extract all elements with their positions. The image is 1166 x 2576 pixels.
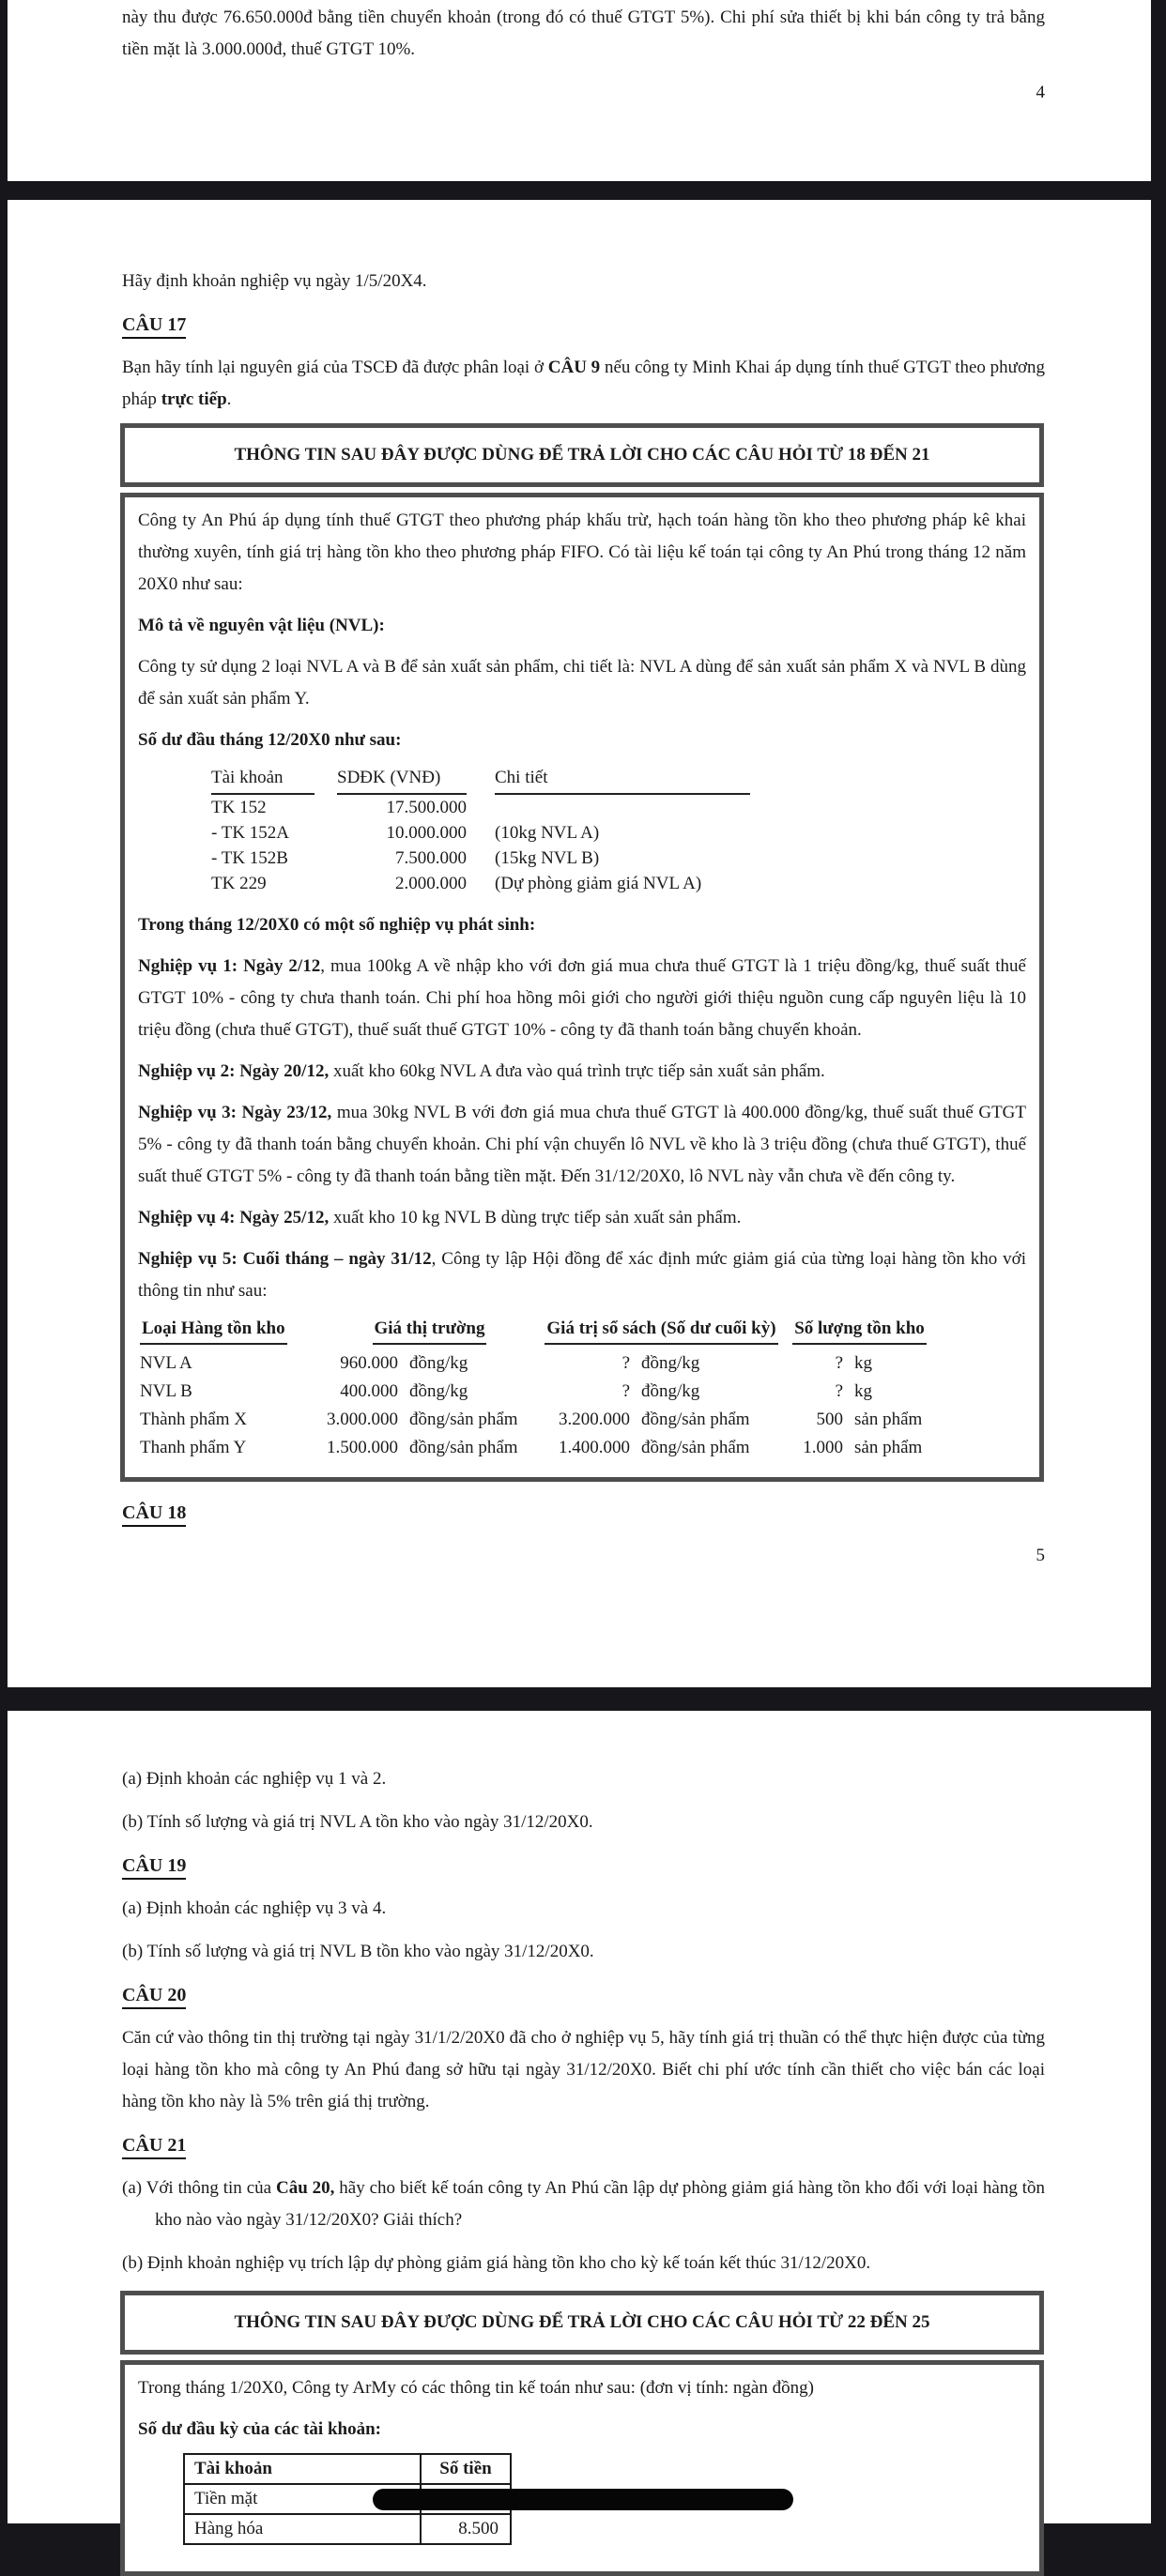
col-detail: Chi tiết bbox=[495, 766, 750, 794]
col-account: Tài khoản bbox=[211, 766, 315, 794]
table-row: NVL A 960.000 đồng/kg ? đồng/kg ? kg bbox=[140, 1353, 872, 1373]
cau18-item-b: (b) Tính số lượng và giá trị NVL A tồn kho vào ngày 31/12/20X0. bbox=[122, 1812, 593, 1832]
table-row: Tiền mặt bbox=[184, 2484, 511, 2514]
transaction-5: Nghiệp vụ 5: Cuối tháng – ngày 31/12, Công ty lập Hội đồng để xác định mức giảm giá của từng loại hàng tồn kho với thông tin như sau: bbox=[138, 1249, 1026, 1301]
cau20-heading: CÂU 20 bbox=[122, 1979, 1045, 2011]
page-separator bbox=[0, 1687, 1166, 1711]
page-number: 4 bbox=[1036, 83, 1045, 102]
transaction-1: Nghiệp vụ 1: Ngày 2/12, mua 100kg A về nhập kho với đơn giá mua chưa thuế GTGT là 1 triệu đồng/kg, thuế suất thuế GTGT 10% - công ty chưa thanh toán. Chi phí hoa hồng môi giới cho người giới thiệu nguồn cung cấp nguyên liệu là 10 triệu đồng (chưa thuế GTGT), thuế suất thuế GTGT 10% - công ty đã thanh toán bằng chuyển khoản. bbox=[138, 956, 1026, 1040]
company-intro-paragraph: Công ty An Phú áp dụng tính thuế GTGT theo phương pháp khấu trừ, hạch toán hàng tồn kho theo phương pháp kê khai thường xuyên, tính giá trị hàng tồn kho theo phương pháp FIFO. Có tài liệu kế toán tại công ty An Phú trong tháng 12 năm 20X0 như sau: bbox=[138, 511, 1026, 594]
col-book-value: Giá trị sổ sách (Số dư cuối kỳ) bbox=[541, 1317, 782, 1349]
transaction-3: Nghiệp vụ 3: Ngày 23/12, mua 30kg NVL B với đơn giá mua chưa thuế GTGT là 400.000 đồng/kg, thuế suất thuế GTGT 5% - công ty đã thanh toán bằng chuyển khoản. Chi phí vận chuyển lô NVL về kho là 3 triệu đồng (chưa thuế GTGT), thuế suất thuế GTGT 5% - công ty đã thanh toán bằng tiền mặt. Đến 31/12/20X0, lô NVL này vẫn chưa về đến công ty. bbox=[138, 1103, 1027, 1186]
table-header-row bbox=[211, 766, 750, 794]
opening-balance-heading: Số dư đầu tháng 12/20X0 như sau: bbox=[138, 730, 402, 750]
transactions-heading: Trong tháng 12/20X0 có một số nghiệp vụ phát sinh: bbox=[138, 915, 536, 935]
table-row: Thanh phẩm Y 1.500.000 đồng/sản phẩm 1.400.000 đồng/sản phẩm 1.000 sản phẩm bbox=[140, 1438, 923, 1457]
table-row: Thành phẩm X 3.000.000 đồng/sản phẩm 3.200.000 đồng/sản phẩm 500 sản phẩm bbox=[140, 1410, 923, 1429]
table-row: Hàng hóa 8.500 bbox=[184, 2514, 511, 2544]
col-opening-balance: SDĐK (VNĐ) bbox=[337, 766, 467, 794]
info-box-body-22-25 bbox=[120, 2360, 1044, 2576]
cau21-item-a: (a) Với thông tin của Câu 20, hãy cho biết kế toán công ty An Phú cần lập dự phòng giảm giá hàng tồn kho đối với loại hàng tồn kho nào vào ngày 31/12/20X0? Giải thích? bbox=[122, 2178, 1045, 2230]
page-number: 5 bbox=[1036, 1546, 1045, 1565]
nvl-heading: Mô tả về nguyên vật liệu (NVL): bbox=[138, 616, 385, 635]
opening-balance-table bbox=[211, 766, 750, 896]
spacer bbox=[467, 766, 495, 794]
table-row: TK 229 2.000.000 (Dự phòng giảm giá NVL A) bbox=[211, 874, 702, 893]
table-row: TK 152 17.500.000 bbox=[211, 798, 467, 817]
table-row: NVL B 400.000 đồng/kg ? đồng/kg ? kg bbox=[140, 1381, 872, 1401]
cau19-item-b: (b) Tính số lượng và giá trị NVL B tồn kho vào ngày 31/12/20X0. bbox=[122, 1942, 594, 1961]
cau17-heading: CÂU 17 bbox=[122, 309, 1045, 341]
cau18-heading: CÂU 18 bbox=[122, 1497, 1045, 1529]
page4-paragraph: này thu được 76.650.000đ bằng tiền chuyển khoản (trong đó có thuế GTGT 5%). Chi phí sửa thiết bị khi bán công ty trả bằng tiền mặt là 3.000.000đ, thuế GTGT 10%. bbox=[122, 8, 1045, 59]
transaction-2: Nghiệp vụ 2: Ngày 20/12, xuất kho 60kg NVL A đưa vào quá trình trực tiếp sản xuất sản phẩm. bbox=[138, 1061, 825, 1081]
cau18-item-a: (a) Định khoản các nghiệp vụ 1 và 2. bbox=[122, 1769, 387, 1789]
cau21-item-b: (b) Định khoản nghiệp vụ trích lập dự phòng giảm giá hàng tồn kho cho kỳ kế toán kết thúc 31/12/20X0. bbox=[122, 2253, 871, 2273]
col-amount: Số tiền bbox=[421, 2454, 511, 2484]
col-quantity: Số lượng tồn kho bbox=[782, 1317, 937, 1349]
accounts-table-wrapper bbox=[183, 2453, 512, 2545]
cau19-item-a: (a) Định khoản các nghiệp vụ 3 và 4. bbox=[122, 1898, 387, 1918]
col-account: Tài khoản bbox=[184, 2454, 421, 2484]
table-header-row bbox=[140, 1317, 937, 1349]
intro-line: Hãy định khoản nghiệp vụ ngày 1/5/20X4. bbox=[122, 271, 427, 291]
page-5 bbox=[8, 200, 1151, 1687]
page-6 bbox=[8, 1711, 1151, 2538]
nvl-paragraph: Công ty sử dụng 2 loại NVL A và B để sản xuất sản phẩm, chi tiết là: NVL A dùng để sản xuất sản phẩm X và NVL B dùng để sản xuất sản phẩm Y. bbox=[138, 657, 1026, 709]
spacer bbox=[315, 766, 337, 794]
army-intro-paragraph: Trong tháng 1/20X0, Công ty ArMy có các thông tin kế toán như sau: (đơn vị tính: ngàn đồng) bbox=[138, 2378, 814, 2398]
cau19-heading: CÂU 19 bbox=[122, 1850, 1045, 1882]
info-box-header-22-25 bbox=[120, 2291, 1044, 2355]
col-inventory-type: Loại Hàng tồn kho bbox=[140, 1317, 318, 1349]
table-header-row bbox=[184, 2454, 511, 2484]
cau20-paragraph: Căn cứ vào thông tin thị trường tại ngày 31/1/2/20X0 đã cho ở nghiệp vụ 5, hãy tính giá trị thuần có thể thực hiện được của từng loại hàng tồn kho mà công ty An Phú đang sở hữu tại ngày 31/12/20X0. Biết chi phí ước tính cần thiết cho việc bán các loại hàng tồn kho này là 5% trên giá thị trường. bbox=[122, 2028, 1045, 2111]
page-separator bbox=[0, 181, 1166, 200]
redaction-marker bbox=[373, 2489, 793, 2510]
table-row: - TK 152B 7.500.000 (15kg NVL B) bbox=[211, 848, 600, 868]
info-box-body-18-21 bbox=[120, 493, 1044, 1482]
transaction-4: Nghiệp vụ 4: Ngày 25/12, xuất kho 10 kg NVL B dùng trực tiếp sản xuất sản phẩm. bbox=[138, 1208, 742, 1227]
table-row: - TK 152A 10.000.000 (10kg NVL A) bbox=[211, 823, 600, 843]
info-box-header-18-21 bbox=[120, 423, 1044, 487]
market-value-table bbox=[140, 1317, 937, 1462]
col-market-price: Giá thị trường bbox=[318, 1317, 541, 1349]
page-4 bbox=[8, 0, 1151, 181]
opening-balance-heading: Số dư đầu kỳ của các tài khoản: bbox=[138, 2419, 381, 2439]
info-box-header-text: THÔNG TIN SAU ĐÂY ĐƯỢC DÙNG ĐỂ TRẢ LỜI CHO CÁC CÂU HỎI TỪ 18 ĐẾN 21 bbox=[234, 445, 930, 465]
info-box-header-text: THÔNG TIN SAU ĐÂY ĐƯỢC DÙNG ĐỂ TRẢ LỜI CHO CÁC CÂU HỎI TỪ 22 ĐẾN 25 bbox=[234, 2312, 930, 2332]
cau17-paragraph: Bạn hãy tính lại nguyên giá của TSCĐ đã được phân loại ở CÂU 9 nếu công ty Minh Khai áp dụng tính thuế GTGT theo phương pháp trực tiếp. bbox=[122, 358, 1046, 409]
cau21-heading: CÂU 21 bbox=[122, 2129, 1045, 2161]
